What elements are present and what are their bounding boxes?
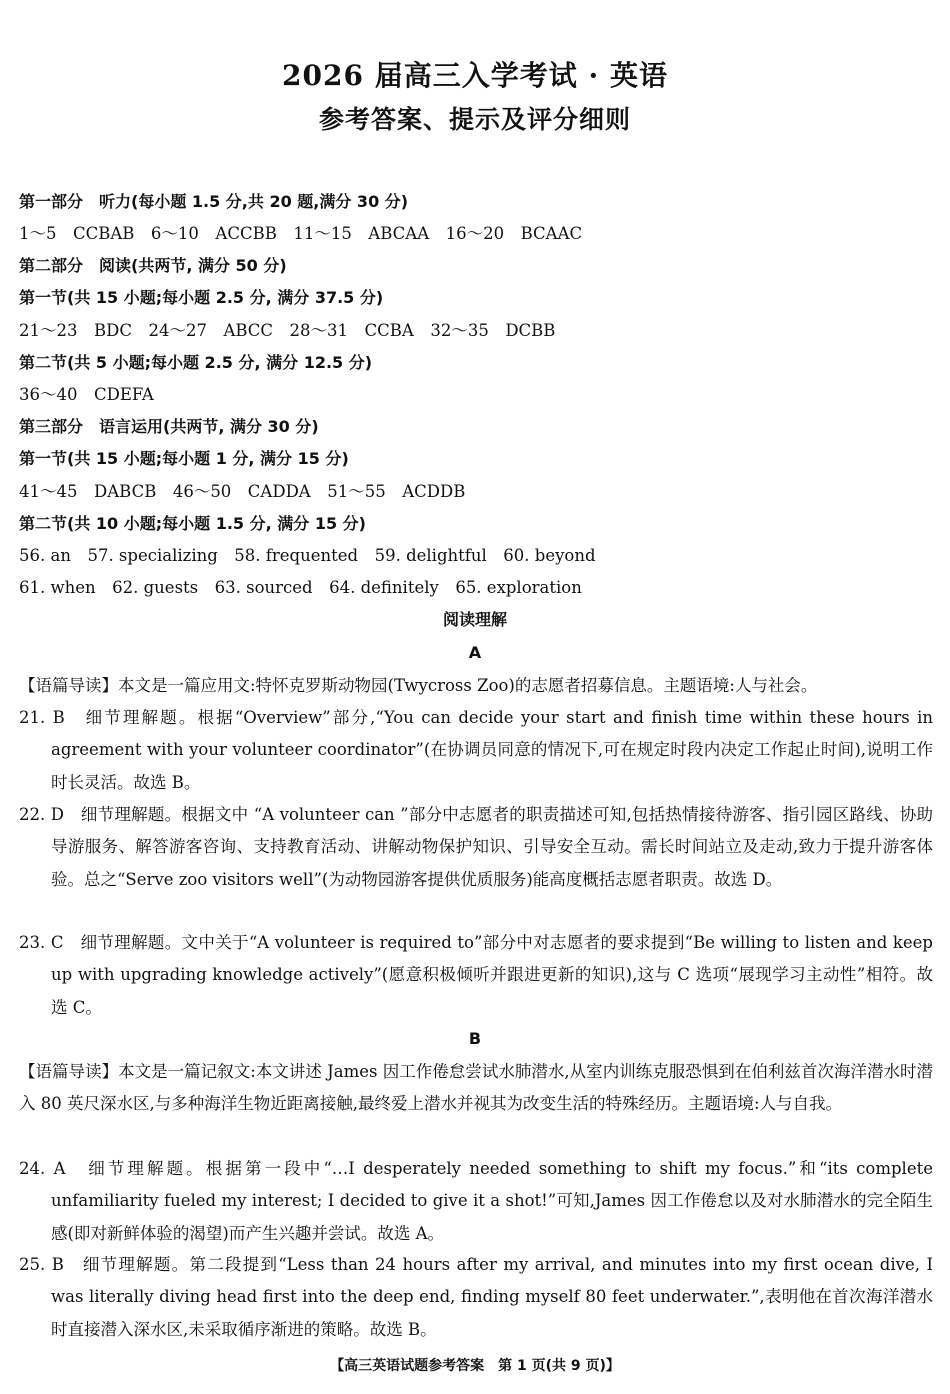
part2-section2-answers: 36～40 CDEFA: [19, 385, 154, 404]
passage-a-guide: 【语篇导读】本文是一篇应用文:特怀克罗斯动物园(Twycross Zoo)的志愿者招募信息。主题语境:人与社会。: [19, 676, 818, 695]
part3-section1-heading: 第一节(共 15 小题;每小题 1 分, 满分 15 分): [19, 449, 349, 468]
part3-heading: 第三部分 语言运用(共两节, 满分 30 分): [19, 417, 319, 436]
part2-section2-heading: 第二节(共 5 小题;每小题 2.5 分, 满分 12.5 分): [19, 353, 373, 372]
part1-heading: 第一部分 听力(每小题 1.5 分,共 20 题,满分 30 分): [19, 192, 409, 211]
part3-section2-answers-row1: 56. an 57. specializing 58. frequented 59. delightful 60. beyond: [19, 546, 596, 565]
question-23-explanation: 23. C 细节理解题。文中关于“A volunteer is required to”部分中对志愿者的要求提到“Be willing to listen and keep up with upgrading knowledge actively”(愿意积极倾听并跟进更新的知识),这与 C 选项“展现学习主动性”相符。故选 C。: [19, 933, 933, 1017]
page-subtitle: 参考答案、提示及评分细则: [318, 105, 631, 134]
passage-b-label: B: [468, 1029, 482, 1048]
page-footer: 【高三英语试题参考答案 第 1 页(共 9 页)】: [330, 1358, 620, 1374]
question-21-explanation: 21. B 细节理解题。根据“Overview”部分,“You can decide your start and finish time within these hours in agreement with your volunteer coordinator”(在协调员同意的情况下,可在规定时段内决定工作起止时间),说明工作时长灵活。故选 B。: [19, 708, 933, 792]
question-24-explanation: 24. A 细节理解题。根据第一段中“…I desperately needed something to shift my focus.”和“its complete unfamiliarity fueled my interest; I decided to give it a shot!”可知,James 因工作倦怠以及对水肺潜水的完全陌生感(即对新鲜体验的渴望)而产生兴趣并尝试。故选 A。: [19, 1159, 933, 1243]
question-22-explanation: 22. D 细节理解题。根据文中 “A volunteer can ”部分中志愿者的职责描述可知,包括热情接待游客、指引园区路线、协助导游服务、解答游客咨询、支持教育活动、讲解动物保护知识、引导安全互动。需长时间站立及走动,致力于提升游客体验。总之“Serve zoo visitors well”(为动物园游客提供优质服务)能高度概括志愿者职责。故选 D。: [19, 805, 933, 889]
passage-b-guide: 【语篇导读】本文是一篇记叙文:本文讲述 James 因工作倦怠尝试水肺潜水,从室内训练克服恐惧到在伯利兹首次海洋潜水时潜入 80 英尺深水区,与多种海洋生物近距离接触,最终爱上潜水并视其为改变生活的特殊经历。主题语境:人与自我。: [19, 1062, 933, 1114]
part3-section1-answers: 41～45 DABCB 46～50 CADDA 51～55 ACDDB: [19, 482, 466, 501]
passage-a-label: A: [468, 643, 482, 662]
part3-section2-heading: 第二节(共 10 小题;每小题 1.5 分, 满分 15 分): [19, 514, 366, 533]
part2-section1-heading: 第一节(共 15 小题;每小题 2.5 分, 满分 37.5 分): [19, 288, 384, 307]
part2-section1-answers: 21～23 BDC 24～27 ABCC 28～31 CCBA 32～35 DCBB: [19, 321, 556, 340]
page-title: 2026 届高三入学考试 · 英语: [282, 59, 668, 92]
reading-heading: 阅读理解: [442, 610, 507, 629]
part2-heading: 第二部分 阅读(共两节, 满分 50 分): [19, 256, 287, 275]
question-25-explanation: 25. B 细节理解题。第二段提到“Less than 24 hours after my arrival, and minutes into my first ocean dive, I was literally diving head first into the deep end, finding myself 80 feet underwater.”,表明他在首次海洋潜水时直接潜入深水区,未采取循序渐进的策略。故选 B。: [19, 1255, 933, 1339]
part3-section2-answers-row2: 61. when 62. guests 63. sourced 64. definitely 65. exploration: [19, 578, 582, 597]
part1-answers: 1～5 CCBAB 6～10 ACCBB 11～15 ABCAA 16～20 BCAAC: [19, 224, 583, 243]
